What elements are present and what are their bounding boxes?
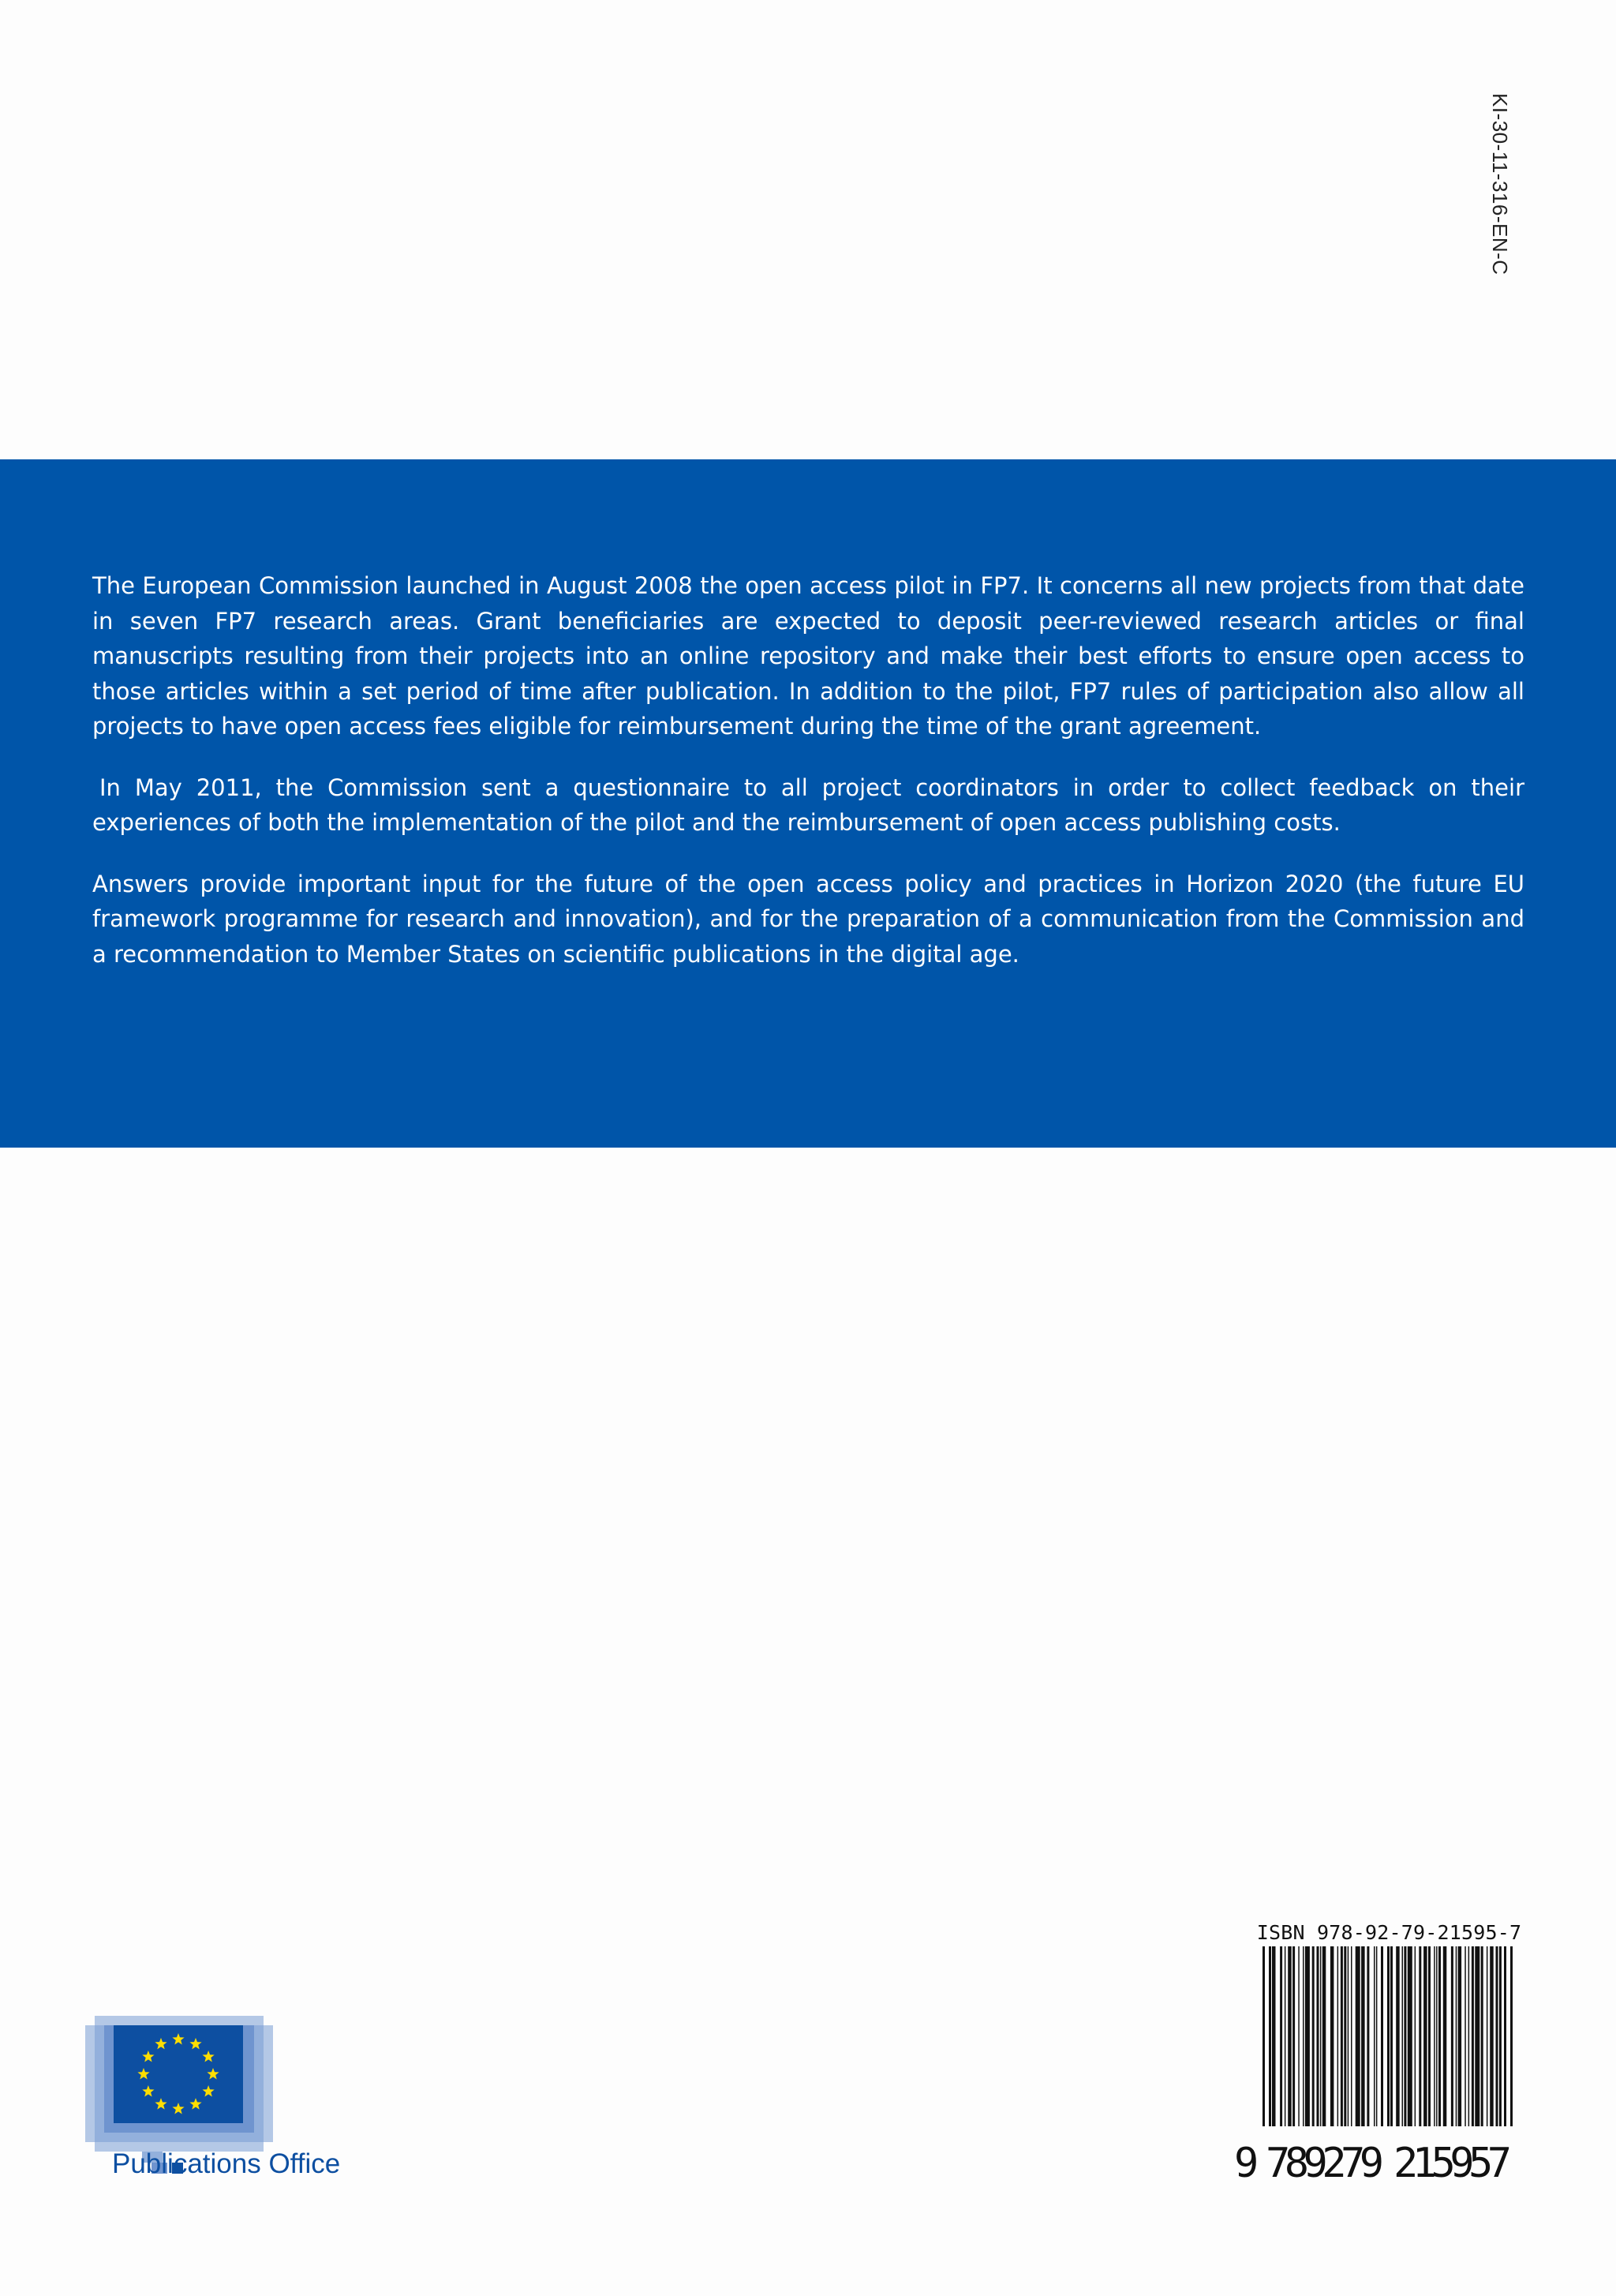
- barcode-bar: [1356, 1946, 1360, 2126]
- publisher-name: Publications Office: [112, 2148, 341, 2179]
- barcode-bar: [1317, 1946, 1319, 2126]
- barcode-bar: [1292, 1946, 1295, 2126]
- barcode-bar: [1458, 1946, 1462, 2126]
- barcode-bar: [1402, 1946, 1404, 2126]
- barcode-bar: [1390, 1946, 1393, 2126]
- barcode-bar: [1451, 1946, 1453, 2126]
- barcode-bar: [1464, 1946, 1466, 2126]
- abstract-paragraph-2: In May 2011, the Commission sent a questionnaire to all project coordinators in order to collect feedback on their experiences of both the implementation of the pilot and the reimbursement of open access publishing costs.: [92, 773, 1524, 836]
- barcode-bar: [1481, 1946, 1483, 2126]
- barcode-bar: [1312, 1946, 1315, 2126]
- barcode-bar: [1472, 1946, 1474, 2126]
- barcode-bar: [1280, 1946, 1282, 2126]
- barcode-bar: [1303, 1946, 1304, 2126]
- barcode-bar: [1320, 1946, 1322, 2126]
- barcode-bar: [1434, 1946, 1435, 2126]
- abstract-paragraph-3: Answers provide important input for the future of the open access policy and practices in Horizon 2020 (the future EU framework programme for research and innovation), and for the preparation of a communication from the Commission and a recommendation to Member States on scientific publications in the digital age.: [92, 870, 1524, 968]
- barcode-bar: [1419, 1946, 1421, 2126]
- barcode-bar: [1285, 1946, 1286, 2126]
- barcode-bar: [1423, 1946, 1427, 2126]
- barcode-bar: [1361, 1946, 1365, 2126]
- barcode-bar: [1288, 1946, 1292, 2126]
- barcode-bar: [1396, 1946, 1400, 2126]
- barcode-bar: [1305, 1946, 1310, 2126]
- barcode-bar: [1374, 1946, 1375, 2126]
- abstract-text: [92, 568, 1524, 998]
- barcode-bar: [1376, 1946, 1378, 2126]
- isbn-digit-right-group: 215957: [1393, 2140, 1512, 2183]
- barcode-bar: [1487, 1946, 1488, 2126]
- isbn-barcode: [1231, 1946, 1531, 2183]
- isbn-digit-prefix: 9: [1234, 2140, 1259, 2183]
- barcode-bar: [1408, 1946, 1412, 2126]
- isbn-digit-left-group: 789279: [1266, 2140, 1384, 2183]
- barcode-bar: [1436, 1946, 1438, 2126]
- barcode-bar: [1330, 1946, 1334, 2126]
- barcode-bar: [1438, 1946, 1441, 2126]
- barcode-bar: [1344, 1946, 1346, 2126]
- barcode-bar: [1404, 1946, 1406, 2126]
- barcode-bar: [1496, 1946, 1498, 2126]
- catalogue-number: KI-30-11-316-EN-C: [1488, 93, 1512, 275]
- barcode-bar: [1351, 1946, 1352, 2126]
- barcode-bar: [1298, 1946, 1300, 2126]
- barcode-bar: [1490, 1946, 1494, 2126]
- barcode-bar: [1337, 1946, 1339, 2126]
- isbn-label: ISBN 978-92-79-21595-7: [1256, 1921, 1522, 1944]
- barcode-bar: [1367, 1946, 1369, 2126]
- barcode-bar: [1322, 1946, 1326, 2126]
- barcode-bar: [1428, 1946, 1431, 2126]
- barcode-bar: [1341, 1946, 1343, 2126]
- abstract-band: [0, 459, 1616, 1148]
- barcode-bar: [1468, 1946, 1470, 2126]
- abstract-paragraph-1: The European Commission launched in August 2008 the open access pilot in FP7. It concerns all new projects from that date in seven FP7 research areas. Grant beneficiaries are expected to deposit peer-reviewed research articles or final manuscripts resulting from their projects into an online repository and make their best efforts to ensure open access to those articles within a set period of time after publication. In addition to the pilot, FP7 rules of participation also allow all projects to have open access fees eligible for reimbursement during the time of the grant agreement.: [92, 572, 1524, 740]
- barcode-bar: [1499, 1946, 1502, 2126]
- barcode-bar: [1443, 1946, 1447, 2126]
- barcode-bar: [1348, 1946, 1349, 2126]
- barcode-bar: [1475, 1946, 1479, 2126]
- barcode-bar: [1415, 1946, 1416, 2126]
- barcode-bar: [1456, 1946, 1457, 2126]
- barcode-bar: [1272, 1946, 1276, 2126]
